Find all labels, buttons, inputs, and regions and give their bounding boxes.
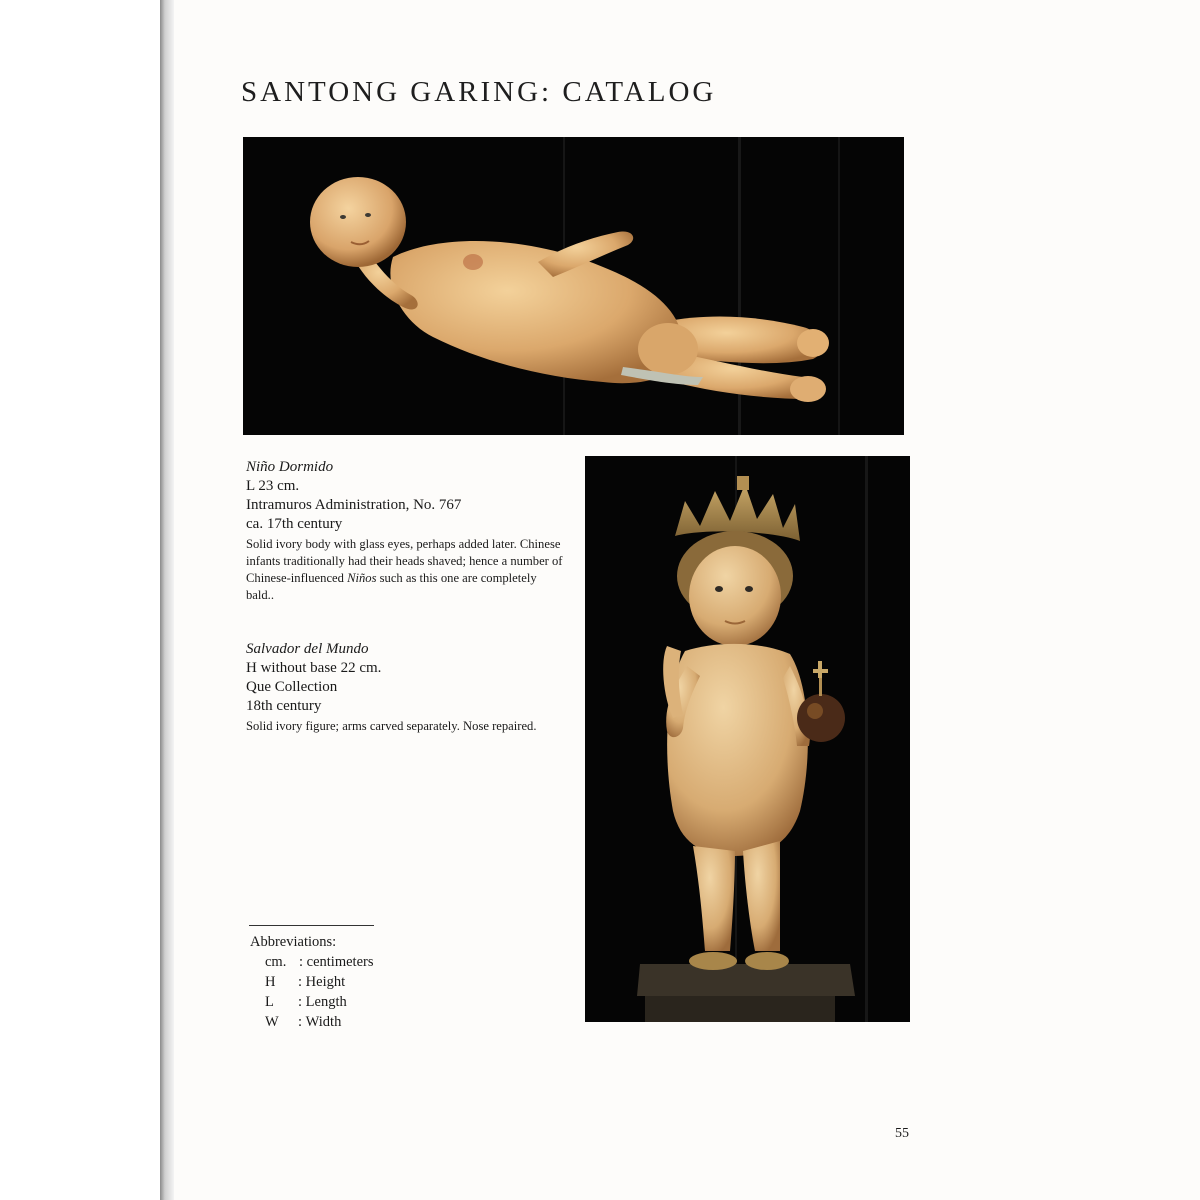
abbreviation-key: H: [265, 974, 276, 990]
abbreviations-heading: Abbreviations:: [250, 934, 337, 950]
catalog-entry-nino-dormido: [246, 458, 566, 604]
entry-dimension: H without base 22 cm.: [246, 660, 382, 676]
abbreviation-value: centimeters: [306, 954, 374, 970]
binding-shadow: [160, 0, 174, 1200]
entry-date: 18th century: [246, 698, 322, 714]
entry-description: Solid ivory figure; arms carved separately. Nose repaired.: [246, 719, 537, 733]
description-text-end: such as this one are completely bald..: [246, 571, 537, 602]
description-italic-text: Niños: [347, 571, 377, 585]
abbreviation-value: Height: [305, 974, 346, 990]
catalog-entry-salvador-del-mundo: [246, 640, 566, 735]
page-title: SANTONG GARING: CATALOG: [241, 76, 717, 108]
abbreviation-key: W: [265, 1014, 279, 1030]
entry-title: Niño Dormido: [246, 459, 334, 475]
description-text: Solid ivory body with glass eyes, perhaps added later. Chinese infants traditionally had their heads shaved; hence a number of Chinese-influenced: [246, 537, 563, 585]
photo-salvador-del-mundo: [585, 456, 910, 1022]
salvador-del-mundo-image: [585, 456, 910, 1022]
entry-date: ca. 17th century: [246, 516, 343, 532]
entry-description: [246, 536, 566, 604]
nino-dormido-image: [243, 137, 904, 435]
entry-collection: Intramuros Administration, No. 767: [246, 497, 462, 513]
abbreviation-separator: :: [298, 1014, 303, 1030]
abbreviation-separator: :: [298, 994, 303, 1010]
entry-title: Salvador del Mundo: [246, 641, 369, 657]
abbreviation-key: cm.: [265, 954, 287, 970]
photo-nino-dormido: [243, 137, 904, 435]
page-gutter: [0, 0, 162, 1200]
entry-dimension: L 23 cm.: [246, 478, 300, 494]
abbreviation-value: Length: [305, 994, 347, 1010]
abbreviation-row: [250, 972, 374, 992]
footnote-divider: [249, 925, 374, 926]
abbreviation-row: [250, 1012, 374, 1032]
abbreviation-row: [250, 952, 374, 972]
abbreviation-separator: :: [298, 974, 303, 990]
abbreviation-key: L: [265, 994, 274, 1010]
abbreviation-separator: :: [299, 954, 304, 970]
page-number: 55: [895, 1126, 909, 1141]
abbreviations-legend: [250, 932, 374, 1032]
entry-collection: Que Collection: [246, 679, 338, 695]
abbreviation-row: [250, 992, 374, 1012]
abbreviation-value: Width: [305, 1014, 342, 1030]
